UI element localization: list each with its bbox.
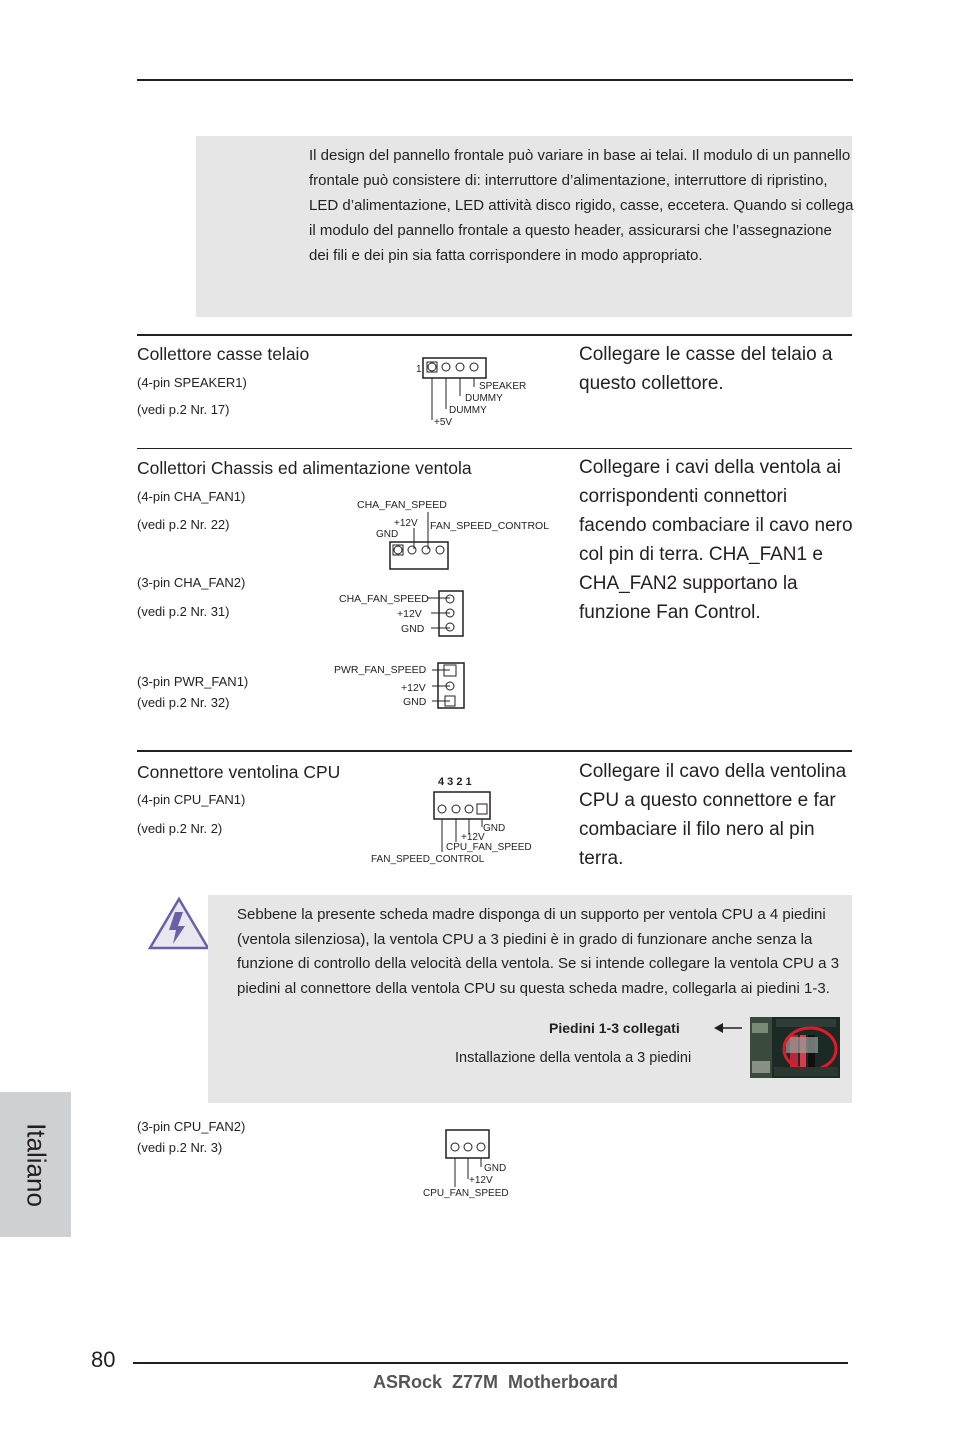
cpu-fan1-diagram	[368, 772, 548, 868]
cha1-control-label: FAN_SPEED_CONTROL	[430, 520, 550, 532]
speaker-label: SPEAKER	[479, 381, 527, 392]
warning-text: Sebbene la presente scheda madre disponga di un supporto per ventola CPU a 4 piedini (ventola silenziosa), la ventola CPU a 3 piedini è in grado di funzionare anche senza la funzione di controllo della velocità della ventola. Se si intende collegare la ventola CPU a 3 piedini al connettore della ventola CPU su questa scheda madre, collegarla ai piedini 1-3.	[237, 906, 840, 997]
pwr-speed-label: PWR_FAN_SPEED	[334, 664, 427, 676]
arrow-left-icon	[714, 1021, 744, 1035]
v5-label: +5V	[434, 417, 453, 428]
speaker-diagram	[410, 354, 540, 430]
cha2-v12-label: +12V	[397, 608, 422, 620]
cha1-ref: (vedi p.2 Nr. 22)	[137, 517, 230, 532]
chassis-title: Collettori Chassis ed alimentazione ventola	[137, 458, 472, 478]
cha2-gnd-label: GND	[401, 623, 425, 635]
pwr-ref: (vedi p.2 Nr. 32)	[137, 695, 230, 710]
cpu2-v12-label: +12V	[469, 1175, 493, 1186]
cha-fan2-diagram	[335, 588, 475, 640]
cpu2-gnd-label: GND	[484, 1163, 507, 1174]
warning-icon	[147, 896, 211, 952]
speaker-pin: (4-pin SPEAKER1)	[137, 375, 247, 390]
cha1-speed-label: CHA_FAN_SPEED	[357, 499, 447, 511]
cpu2-pin: (3-pin CPU_FAN2)	[137, 1119, 246, 1134]
cha2-speed-label: CHA_FAN_SPEED	[339, 593, 429, 605]
cpu2-speed-label: CPU_FAN_SPEED	[423, 1188, 509, 1199]
cpu-desc: Collegare il cavo della ventolina CPU a questo connettore e far combaciare il filo nero al pin terra.	[579, 761, 847, 869]
cha-fan1-diagram	[350, 494, 565, 574]
cpu-pin-numbers: 4 3 2 1	[438, 776, 472, 788]
header-rule	[137, 79, 853, 81]
pwr-pin: (3-pin PWR_FAN1)	[137, 674, 249, 689]
footer-rule	[133, 1362, 848, 1364]
pwr-fan1-diagram	[330, 659, 475, 711]
section-rule-cpu	[137, 750, 852, 752]
cha1-gnd-label: GND	[376, 529, 399, 540]
cpu2-ref: (vedi p.2 Nr. 3)	[137, 1140, 223, 1155]
pwr-gnd-label: GND	[403, 696, 427, 708]
cpu-control-label: FAN_SPEED_CONTROL	[371, 854, 485, 865]
dummy-label-2: DUMMY	[449, 405, 487, 416]
cpu-pin: (4-pin CPU_FAN1)	[137, 792, 246, 807]
cpu-speed-label: CPU_FAN_SPEED	[446, 842, 532, 853]
note-text: Il design del pannello frontale può variare in base ai telai. Il modulo di un pannello frontale può consistere di: interruttore d’alimentazione, interruttore di ripristino, LED d’alimentazione, LED attività disco rigido, casse, eccetera. Quando si collega il modulo del pannello frontale a questo header, assicurarsi che l’assegnazione dei fili e dei pin sia fatta corrispondere in modo appropriato.	[309, 147, 854, 264]
cpu-gnd-label: GND	[483, 823, 506, 834]
section-rule-speaker	[137, 334, 852, 336]
cpu-fan2-diagram	[420, 1127, 520, 1203]
section-rule-chassis	[137, 448, 852, 449]
cha2-ref: (vedi p.2 Nr. 31)	[137, 604, 230, 619]
install-caption: Installazione della ventola a 3 piedini	[455, 1050, 692, 1066]
pwr-v12-label: +12V	[401, 682, 426, 694]
language-tab	[0, 1092, 71, 1237]
speaker-ref: (vedi p.2 Nr. 17)	[137, 402, 230, 417]
cha2-pin: (3-pin CHA_FAN2)	[137, 575, 246, 590]
pin1-label: 1	[416, 364, 422, 375]
dummy-label-1: DUMMY	[465, 393, 503, 404]
cpu-title: Connettore ventolina CPU	[137, 762, 341, 782]
pins-label: Piedini 1-3 collegati	[549, 1020, 680, 1036]
cpu-v12-label: +12V	[461, 832, 485, 843]
speaker-desc: Collegare le casse del telaio a questo collettore.	[579, 344, 833, 394]
footer-brand: ASRock Z77M Motherboard	[373, 1372, 619, 1392]
cha1-v12-label: +12V	[394, 518, 418, 529]
fan-installation-photo	[750, 1017, 840, 1078]
page-number: 80	[91, 1347, 116, 1372]
speaker-title: Collettore casse telaio	[137, 344, 310, 364]
cpu-ref: (vedi p.2 Nr. 2)	[137, 821, 223, 836]
chassis-desc: Collegare i cavi della ventola ai corrispondenti connettori facendo combaciare il cavo nero col pin di terra. CHA_FAN1 e CHA_FAN2 supportano la funzione Fan Control.	[579, 457, 853, 623]
language-tab-label: Italiano	[21, 1122, 51, 1207]
cha1-pin: (4-pin CHA_FAN1)	[137, 489, 246, 504]
